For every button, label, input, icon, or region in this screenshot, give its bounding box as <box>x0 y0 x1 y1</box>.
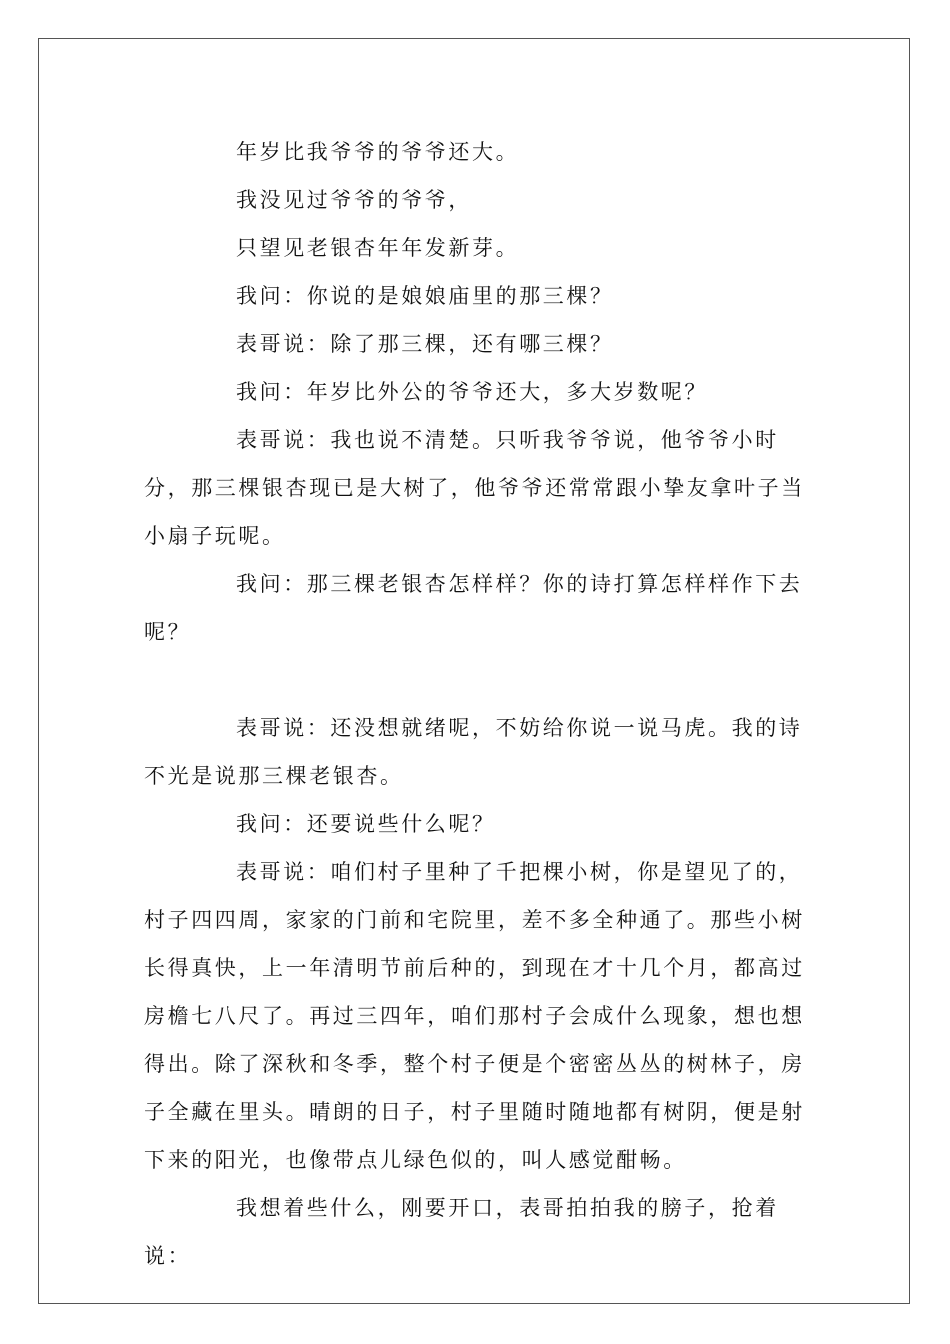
paragraph: 表哥说：我也说不清楚。只听我爷爷说，他爷爷小时分，那三棵银杏现已是大树了，他爷爷还常常跟小挚友拿叶子当小扇子玩呢。 <box>144 428 805 548</box>
document-body <box>144 128 812 1280</box>
paragraph: 我没见过爷爷的爷爷， <box>236 188 472 212</box>
paragraph: 表哥说：除了那三棵，还有哪三棵？ <box>236 332 614 356</box>
paragraph: 我问：那三棵老银杏怎样样？你的诗打算怎样样作下去呢？ <box>144 572 803 644</box>
paragraph: 我问：年岁比外公的爷爷还大，多大岁数呢？ <box>236 380 708 404</box>
paragraph: 我问：还要说些什么呢？ <box>236 812 496 836</box>
paragraph: 年岁比我爷爷的爷爷还大。 <box>236 140 520 164</box>
paragraph: 我想着些什么，刚要开口，表哥拍拍我的膀子，抢着说： <box>144 1196 779 1268</box>
paragraph: 表哥说：咱们村子里种了千把棵小树，你是望见了的，村子四四周，家家的门前和宅院里，差不多全种通了。那些小树长得真快，上一年清明节前后种的，到现在才十几个月，都高过房檐七八尺了。再过三四年，咱们那村子会成什么现象，想也想得出。除了深秋和冬季，整个村子便是个密密丛丛的树林子，房子全藏在里头。晴朗的日子，村子里随时随地都有树阴，便是射下来的阳光，也像带点儿绿色似的，叫人感觉酣畅。 <box>144 860 805 1172</box>
paragraph: 只望见老银杏年年发新芽。 <box>236 236 520 260</box>
paragraph: 我问：你说的是娘娘庙里的那三棵？ <box>236 284 614 308</box>
paragraph-spacer <box>144 656 812 704</box>
paragraph: 表哥说：还没想就绪呢，不妨给你说一说马虎。我的诗不光是说那三棵老银杏。 <box>144 716 803 788</box>
